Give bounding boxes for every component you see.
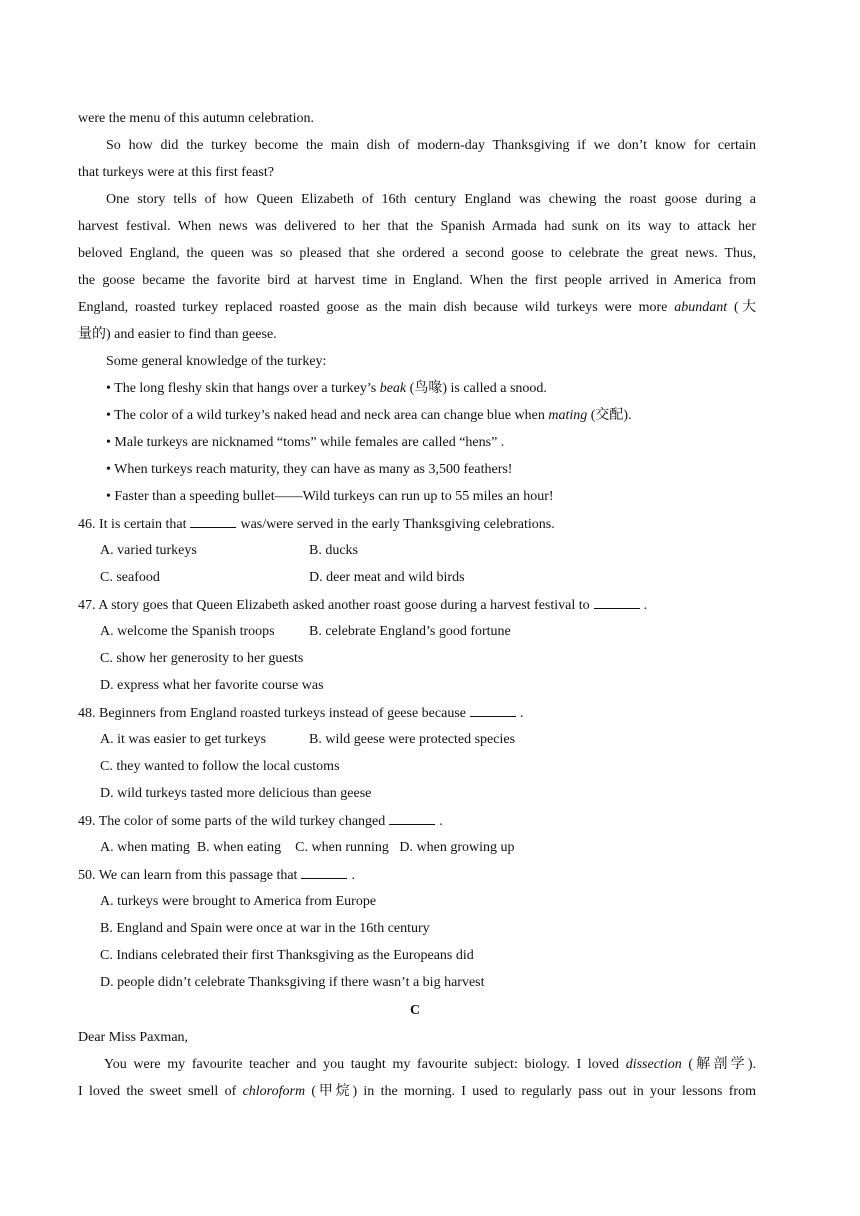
- letter-salutation: Dear Miss Paxman,: [78, 1030, 189, 1045]
- answer-blank: [594, 596, 640, 609]
- option-c: C. show her generosity to her guests: [100, 651, 304, 666]
- paragraph-line: One story tells of how Queen Elizabeth of 16th century England was chewing the roast goose during a: [106, 192, 756, 207]
- paragraph-line: [104, 1056, 756, 1074]
- text-run: 46. It is certain that: [78, 517, 187, 532]
- option-a: A. varied turkeys: [100, 543, 197, 558]
- section-heading: C: [409, 1003, 421, 1018]
- text-run: (解剖学).: [681, 1057, 756, 1072]
- vocab-term: abundant: [674, 300, 728, 315]
- paragraph-line: [78, 299, 756, 317]
- text-run: .: [643, 598, 648, 613]
- answer-blank: [190, 515, 236, 528]
- option-d: D. deer meat and wild birds: [309, 570, 465, 585]
- option-d: D. wild turkeys tasted more delicious than geese: [100, 786, 372, 801]
- text-run: 50. We can learn from this passage that: [78, 868, 298, 883]
- paragraph-line: beloved England, the queen was so pleased that she ordered a second goose to celebrate the great news. Thus,: [78, 246, 756, 261]
- option-a: A. it was easier to get turkeys: [100, 732, 267, 747]
- text-run: .: [439, 814, 443, 829]
- question-46-stem: [78, 515, 555, 534]
- bullet-item: • Faster than a speeding bullet——Wild turkeys can run up to 55 miles an hour!: [106, 489, 554, 504]
- bullet-item: • When turkeys reach maturity, they can have as many as 3,500 feathers!: [106, 462, 513, 477]
- text-run: .: [520, 706, 524, 721]
- option-a: A. turkeys were brought to America from Europe: [100, 894, 377, 909]
- vocab-term: chloroform: [242, 1084, 306, 1099]
- option-a: A. welcome the Spanish troops: [100, 624, 275, 639]
- option-d: D. people didn’t celebrate Thanksgiving if there wasn’t a big harvest: [100, 975, 485, 990]
- option-b: B. celebrate England’s good fortune: [309, 624, 511, 639]
- text-run: 48. Beginners from England roasted turkeys instead of geese because: [78, 706, 466, 721]
- text-run: (大: [727, 300, 756, 315]
- option-c: C. they wanted to follow the local customs: [100, 759, 340, 774]
- text-run: England, roasted turkey replaced roasted goose as the main dish because wild turkeys were more: [78, 300, 675, 315]
- paragraph-line: that turkeys were at this first feast?: [78, 165, 274, 180]
- bullet-item: • Male turkeys are nicknamed “toms” while females are called “hens” .: [106, 435, 505, 450]
- paragraph-line: So how did the turkey become the main dish of modern-day Thanksgiving if we don’t know for certain: [106, 138, 756, 153]
- question-49-stem: [78, 812, 443, 831]
- text-run: • The color of a wild turkey’s naked head and neck area can change blue when: [106, 408, 549, 423]
- option-b: B. England and Spain were once at war in the 16th century: [100, 921, 430, 936]
- question-49-options: A. when mating B. when eating C. when running D. when growing up: [100, 840, 515, 855]
- vocab-term: dissection: [625, 1057, 682, 1072]
- answer-blank: [389, 812, 435, 825]
- vocab-term: mating: [548, 408, 588, 423]
- paragraph-line: the goose became the favorite bird at harvest time in England. When the first people arrived in America from: [78, 273, 756, 288]
- text-run: was/were served in the early Thanksgiving celebrations.: [240, 517, 555, 532]
- text-run: (交配).: [587, 408, 632, 423]
- text-run: You were my favourite teacher and you taught my favourite subject: biology. I loved: [104, 1057, 626, 1072]
- knowledge-title: Some general knowledge of the turkey:: [106, 354, 327, 369]
- paragraph-line: harvest festival. When news was delivered to her that the Spanish Armada had sunk on its way to attack her: [78, 219, 756, 234]
- vocab-term: beak: [379, 381, 407, 396]
- answer-blank: [470, 704, 516, 717]
- option-c: C. seafood: [100, 570, 160, 585]
- option-c: C. Indians celebrated their first Thanksgiving as the Europeans did: [100, 948, 474, 963]
- option-d: D. express what her favorite course was: [100, 678, 324, 693]
- question-48-stem: [78, 704, 524, 723]
- text-run: I loved the sweet smell of: [78, 1084, 243, 1099]
- paragraph-line: were the menu of this autumn celebration.: [78, 111, 314, 126]
- text-run: 47. A story goes that Queen Elizabeth asked another roast goose during a harvest festival to: [78, 598, 590, 613]
- text-run: • The long fleshy skin that hangs over a turkey’s: [106, 381, 380, 396]
- paragraph-line: 量的) and easier to find than geese.: [78, 327, 277, 342]
- bullet-item: [106, 380, 547, 398]
- text-run: 49. The color of some parts of the wild turkey changed: [78, 814, 386, 829]
- paragraph-line: [78, 1083, 756, 1101]
- text-run: (鸟喙) is called a snood.: [406, 381, 547, 396]
- question-50-stem: [78, 866, 355, 885]
- option-b: B. ducks: [309, 543, 358, 558]
- text-run: (甲烷) in the morning. I used to regularly pass out in your lessons from: [305, 1084, 756, 1099]
- option-b: B. wild geese were protected species: [309, 732, 516, 747]
- bullet-item: [106, 407, 632, 425]
- question-47-stem: [78, 596, 647, 615]
- answer-blank: [301, 866, 347, 879]
- text-run: .: [351, 868, 355, 883]
